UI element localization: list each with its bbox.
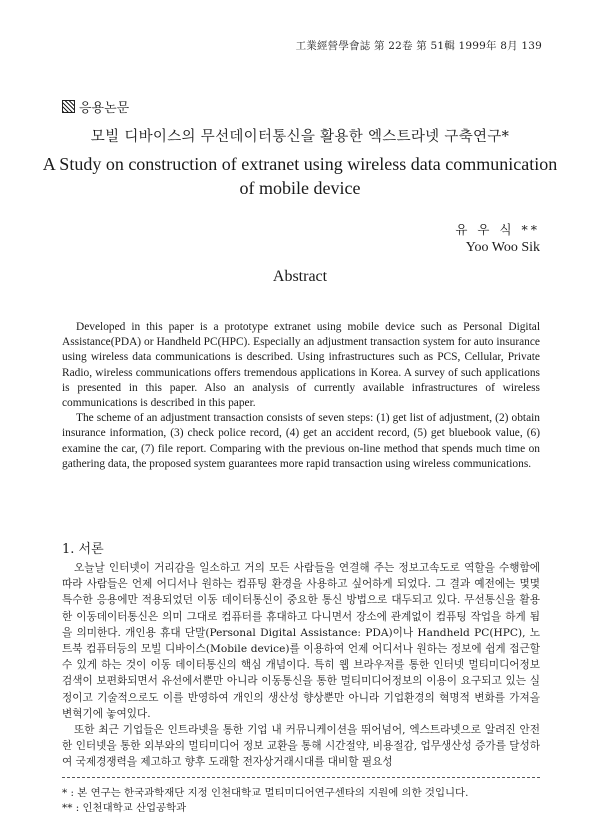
running-header: 工業經營學會誌 第 22卷 第 51輯 1999年 8月 139 <box>295 40 542 52</box>
author-korean-name: 유 우 식 ** <box>455 222 540 237</box>
abstract-body <box>62 320 540 472</box>
body-paragraph: 오늘날 인터넷이 거리감을 일소하고 거의 모든 사람들을 연결해 주는 정보고속도로 역할을 수행함에 따라 사람들은 언제 어디서나 원하는 컴퓨팅 환경을 사용하고 싶어하게 되었다. 그 결과 예전에는 몇몇 특수한 응용에만 적용되었던 이동 데이터통신이 중요한 통신 방법으로 대두되고 있다. 무선통신을 활용한 이동데이터통신은 의미 그대로 컴퓨터를 휴대하고 다니면서 장소에 관계없이 컴퓨팅 작업을 하게 됨을 의미한다. 개인용 휴대 단말(Personal Digital Assistance: PDA)이나 Handheld PC(HPC), 노트북 컴퓨터등의 모빌 디바이스(Mobile device)를 이용하여 언제 어디서나 원하는 정보에 쉽게 접근할 수 있게 하는 것이 이동 데이터통신의 핵심 개념이다. 특히 웹 브라우저를 통한 인터넷 멀티미디어정보 검색이 보편화되면서 유선에서뿐만 아니라 이동통신을 통한 멀티미디어정보의 이용이 요구되고 있는 실정이고 기술적으로도 이를 반영하여 개인의 생산성 향상뿐만 아니라 기업환경의 혁명적 변화를 가져올 변혁기에 놓여있다. <box>62 562 540 720</box>
section-heading-introduction: 1. 서론 <box>62 542 104 557</box>
english-title: A Study on construction of extranet using wireless data communication of mobile device <box>42 154 558 198</box>
introduction-body <box>62 560 540 771</box>
footnotes <box>62 786 540 816</box>
footnote-divider <box>62 777 540 778</box>
section-tag <box>62 97 129 116</box>
footnote: * : 본 연구는 한국과학재단 지정 인천대학교 멀티미디어연구센타의 지원에 의한 것입니다. <box>62 787 469 799</box>
author-english-name: Yoo Woo Sik <box>465 240 540 255</box>
section-tag-label: 응용논문 <box>79 101 130 116</box>
footnote: ** : 인천대학교 산업공학과 <box>62 802 187 814</box>
hatched-square-icon <box>62 100 75 113</box>
korean-title: 모빌 디바이스의 무선데이터통신을 활용한 엑스트라넷 구축연구* <box>90 129 510 145</box>
abstract-paragraph: Developed in this paper is a prototype extranet using mobile device such as Personal Digital Assistance(PDA) or Handheld PC(HPC). Especially an adjustment transaction system for auto insurance using wireless data communications is described. Using infrastructures such as PCS, Cellular, Private Radio, wireless communications offers tremendous applications in Korea. A survey of such applications is presented in this paper. Also an analysis of currently available infrastructures of wireless communications is described in this paper. <box>62 321 540 410</box>
body-paragraph: 또한 최근 기업들은 인트라넷을 통한 기업 내 커뮤니케이션을 뛰어넘어, 엑스트라넷으로 알려진 안전한 인터넷을 통한 외부와의 멀티미디어 정보 교환을 통해 시간절약, 비용절감, 업무생산성 증가를 달성하여 국제경쟁력을 제고하고 향후 도래할 전자상거래시대를 대비할 필요성 <box>62 724 540 769</box>
abstract-paragraph: The scheme of an adjustment transaction consists of seven steps: (1) get list of adjustment, (2) obtain insurance information, (3) check police record, (4) get an accident record, (5) get bluebook value, (6) examine the car, (7) file report. Comparing with the previous on-line method that spends much time on gathering data, the proposed system guarantees more rapid transaction using wireless communications. <box>62 412 540 470</box>
abstract-heading: Abstract <box>272 268 328 285</box>
